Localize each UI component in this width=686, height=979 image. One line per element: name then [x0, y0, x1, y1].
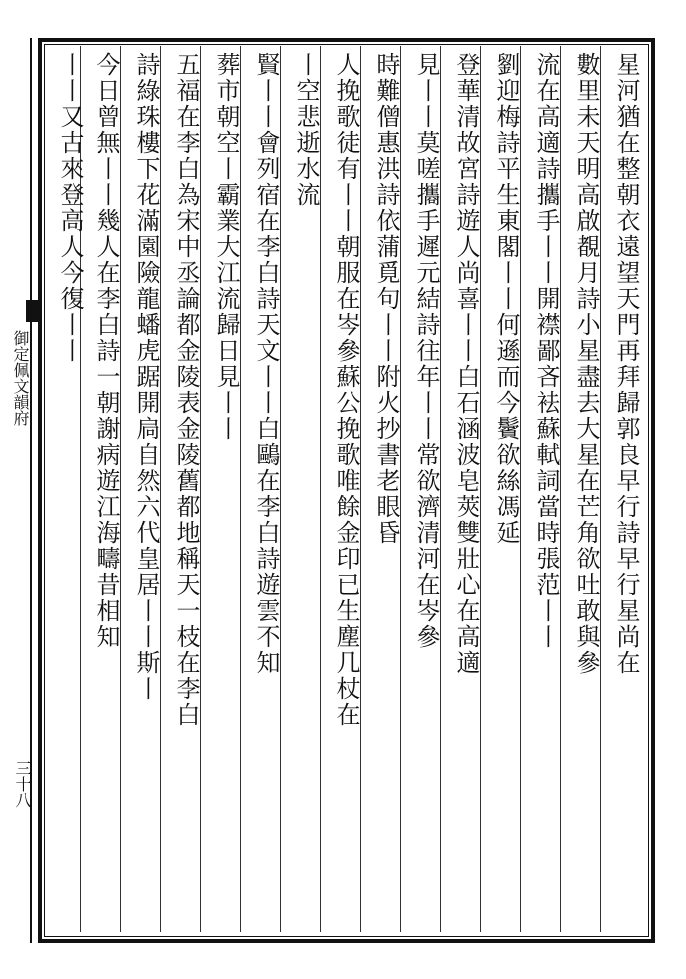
text-column-2: 數里未天明高啟覩月詩小星盡去大星在芒角欲吐敢與參	[572, 52, 600, 676]
book-title-margin: 御定佩文韻府	[11, 330, 30, 426]
page-number-margin: 三十八	[13, 760, 32, 808]
text-column-11: 葬市朝空丨霸業大江流歸日見丨丨	[212, 52, 240, 442]
text-column-15: 丨丨又古來登高人今復丨丨	[56, 52, 84, 364]
text-column-7: 時難僧惠洪詩依蒲覓句丨丨附火抄書老眼昏	[372, 52, 400, 546]
text-column-1: 星河猶在整朝衣遠望天門再拜歸郭良早行詩早行星尚在	[612, 52, 640, 676]
text-column-10: 賢丨丨會列宿在李白詩天文丨丨白鷗在李白詩遊雲不知	[252, 52, 280, 676]
text-column-4: 劉迎梅詩平生東閣丨丨何遜而今鬢欲絲馮延	[492, 52, 520, 546]
text-column-12: 五福在李白為宋中丞論都金陵表金陵舊都地稱天一枝在李白	[172, 52, 200, 728]
text-column-3: 流在高適詩攜手丨丨開襟鄙吝袪蘇軾詞當時張范丨丨	[532, 52, 560, 650]
text-column-5: 登華清故宮詩遊人尚喜丨丨白石涵波皂莢雙壯心在高適	[452, 52, 480, 676]
text-column-9: 丨空悲逝水流	[292, 52, 320, 208]
text-column-14: 今日曾無丨丨幾人在李白詩一朝謝病遊江海疇昔相知	[92, 52, 120, 650]
text-column-8: 人挽歌徒有丨丨朝服在岑參蘇公挽歌唯餘金印已生塵几杖在	[332, 52, 360, 728]
fish-tail-mark	[26, 300, 38, 322]
text-column-6: 見丨丨莫嗟攜手遲元結詩往年丨丨常欲濟清河在岑參	[412, 52, 440, 650]
text-column-13: 詩綠珠樓下花滿園險龍蟠虎踞開扃自然六代皇居丨丨斯丨	[132, 52, 160, 702]
